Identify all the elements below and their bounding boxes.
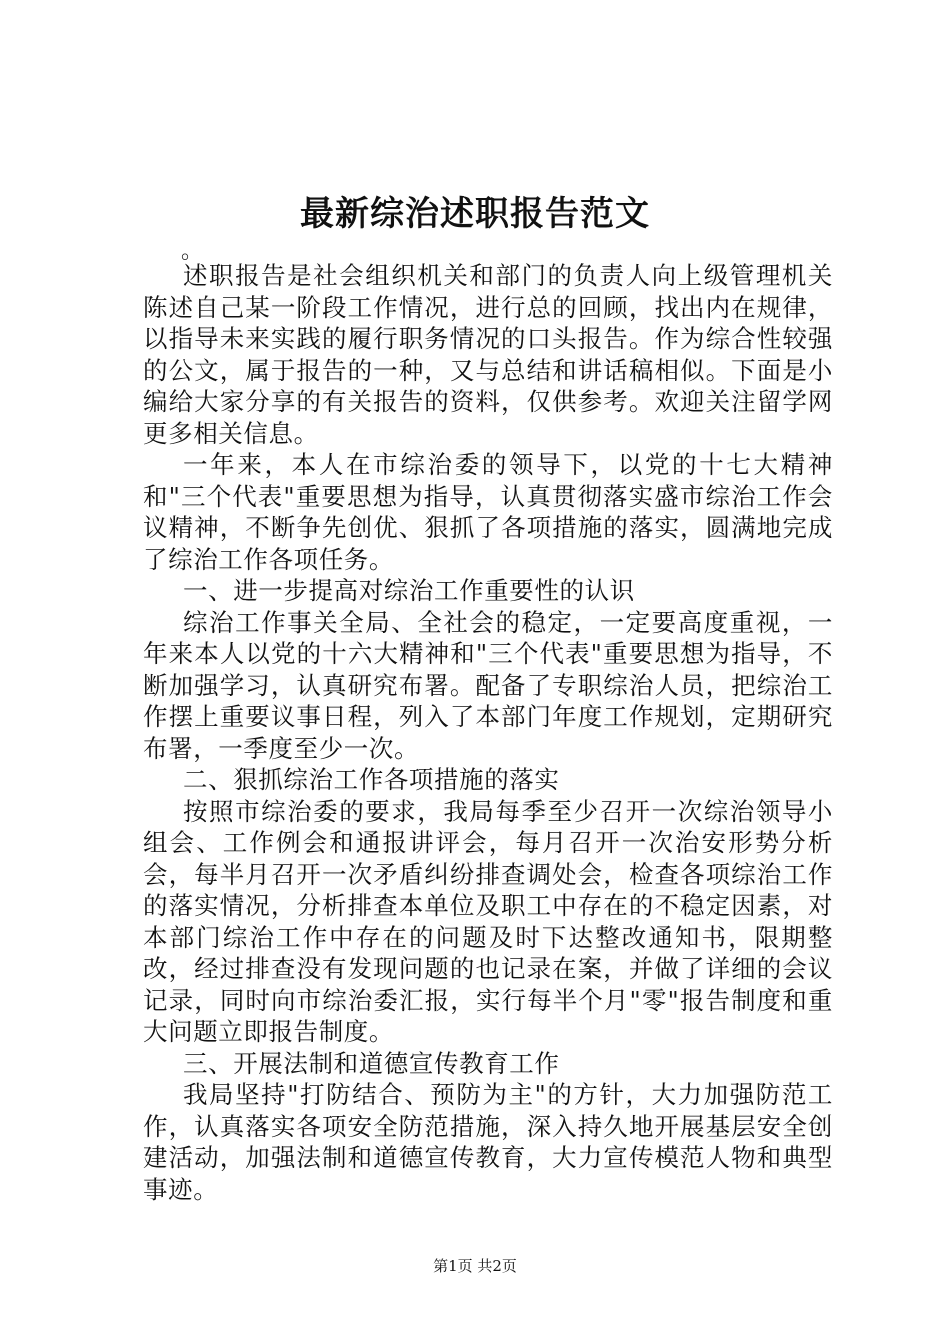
document-body <box>143 238 833 1205</box>
section-heading-2: 二、狠抓综治工作各项措施的落实 <box>183 765 560 794</box>
section-paragraph-2: 按照市综治委的要求，我局每季至少召开一次综治领导小组会、工作例会和通报讲评会，每月召开一次治安形势分析会，每半月召开一次矛盾纠纷排查调处会，检查各项综治工作的落实情况，分析排查本单位及职工中存在的不稳定因素，对本部门综治工作中存在的问题及时下达整改通知书，限期整改，经过排查没有发现问题的也记录在案，并做了详细的会议记录，同时向市综治委汇报，实行每半个月"零"报告制度和重大问题立即报告制度。 <box>143 796 833 1046</box>
section-heading-1: 一、进一步提高对综治工作重要性的认识 <box>183 576 635 605</box>
document-title: 最新综治述职报告范文 <box>300 194 650 234</box>
stray-punctuation: 。 <box>181 239 204 264</box>
section-paragraph-1: 综治工作事关全局、全社会的稳定，一定要高度重视，一年来本人以党的十六大精神和"三个代表"重要思想为指导，不断加强学习，认真研究布署。配备了专职综治人员，把综治工作摆上重要议事日程，列入了本部门年度工作规划，定期研究布署，一季度至少一次。 <box>143 607 833 763</box>
overview-paragraph: 一年来，本人在市综治委的领导下，以党的十七大精神和"三个代表"重要思想为指导，认真贯彻落实盛市综治工作会议精神，不断争先创优、狠抓了各项措施的落实，圆满地完成了综治工作各项任务。 <box>143 450 833 574</box>
section-heading-3: 三、开展法制和道德宣传教育工作 <box>183 1048 560 1078</box>
intro-paragraph: 述职报告是社会组织机关和部门的负责人向上级管理机关陈述自己某一阶段工作情况，进行总的回顾，找出内在规律，以指导未来实践的履行职务情况的口头报告。作为综合性较强的公文，属于报告的一种，又与总结和讲话稿相似。下面是小编给大家分享的有关报告的资料，仅供参考。欢迎关注留学网更多相关信息。 <box>143 261 833 448</box>
section-paragraph-3: 我局坚持"打防结合、预防为主"的方针，大力加强防范工作，认真落实各项安全防范措施，深入持久地开展基层安全创建活动，加强法制和道德宣传教育，大力宣传模范人物和典型事迹。 <box>143 1080 833 1204</box>
page-footer: 第1页 共2页 <box>433 1257 517 1275</box>
